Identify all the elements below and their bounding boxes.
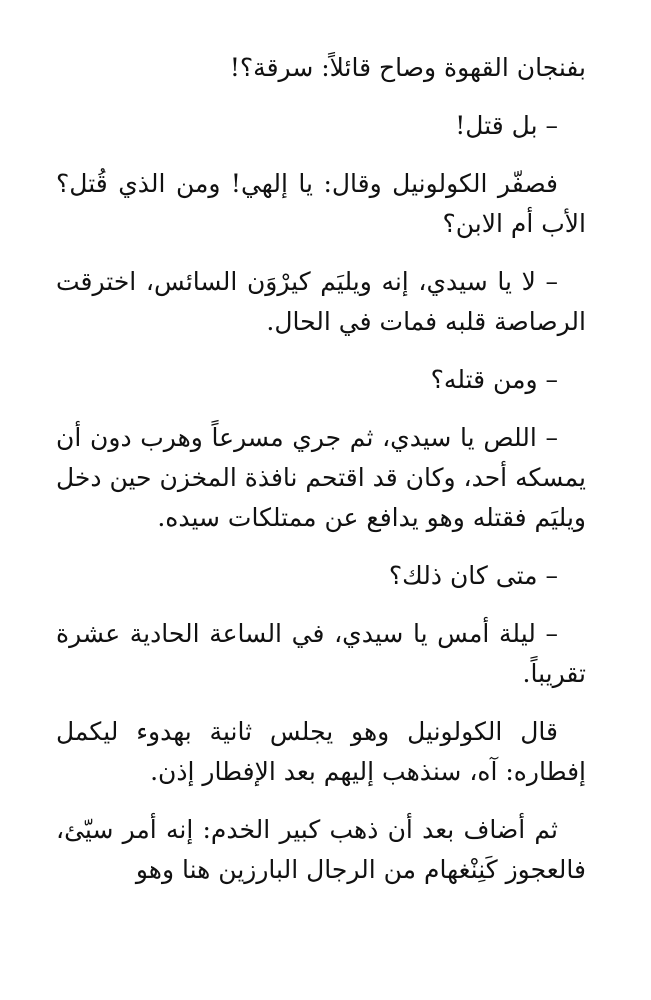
paragraph: بفنجان القهوة وصاح قائلاً: سرقة؟! (229, 53, 586, 82)
dialogue-line: – اللص يا سيدي، ثم جري مسرعاً وهرب دون أن يمسكه أحد، وكان قد اقتحم نافذة المخزن حين دخل ويليَم فقتله وهو يدافع عن ممتلكات سيده. (56, 423, 586, 532)
paragraph: فصفّر الكولونيل وقال: يا إلهي! ومن الذي قُتل؟ الأب أم الابن؟ (56, 169, 586, 238)
dialogue-line: – ومن قتله؟ (430, 365, 558, 394)
paragraph: قال الكولونيل وهو يجلس ثانية بهدوء ليكمل إفطاره: آه، سنذهب إليهم بعد الإفطار إذن. (56, 717, 586, 786)
dialogue-line: – بل قتل! (455, 111, 558, 140)
dialogue-line: – لا يا سيدي، إنه ويليَم كيرْوَن السائس، اخترقت الرصاصة قلبه فمات في الحال. (56, 267, 586, 336)
dialogue-line: – ليلة أمس يا سيدي، في الساعة الحادية عشرة تقريباً. (56, 619, 586, 688)
document-page (56, 48, 586, 908)
dialogue-line: – متى كان ذلك؟ (388, 561, 558, 590)
paragraph: ثم أضاف بعد أن ذهب كبير الخدم: إنه أمر سيّئ، فالعجوز كَنِنْغهام من الرجال البارزين هنا وهو (56, 815, 586, 884)
